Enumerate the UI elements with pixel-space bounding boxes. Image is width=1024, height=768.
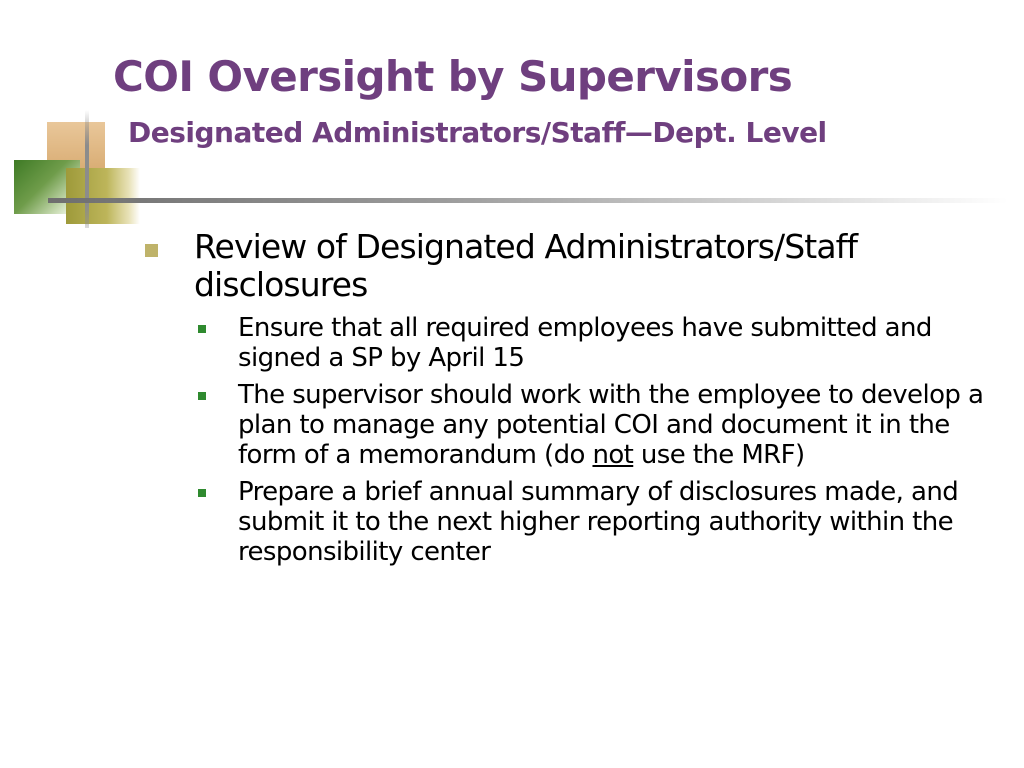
sub-bullet-text-after: use the MRF) bbox=[633, 440, 805, 470]
sub-bullet-text: Prepare a brief annual summary of disclosures made, and submit it to the next higher reporting authority within the responsibility center bbox=[238, 477, 959, 567]
sub-bullet-text: Ensure that all required employees have submitted and signed a SP by April 15 bbox=[238, 313, 932, 373]
sub-bullet-item bbox=[140, 380, 990, 470]
square-bullet-icon bbox=[198, 489, 206, 497]
sub-bullet-item bbox=[140, 313, 990, 373]
square-bullet-icon bbox=[198, 325, 206, 333]
sub-bullet-text-before: The supervisor should work with the employee to develop a plan to manage any potential COI and document it in the form of a memorandum (do bbox=[238, 380, 984, 470]
slide-title: COI Oversight by Supervisors bbox=[113, 52, 793, 101]
title-divider bbox=[48, 198, 1008, 203]
underlined-emphasis: not bbox=[592, 440, 634, 470]
main-bullet bbox=[140, 228, 990, 304]
square-bullet-icon bbox=[145, 244, 158, 257]
main-bullet-text: Review of Designated Administrators/Staff disclosures bbox=[194, 227, 858, 304]
sub-bullet-item bbox=[140, 477, 990, 567]
decorative-vertical-line bbox=[85, 110, 89, 228]
square-bullet-icon bbox=[198, 392, 206, 400]
sub-bullet-list bbox=[140, 313, 990, 567]
decorative-olive-block bbox=[66, 168, 140, 224]
slide-subtitle: Designated Administrators/Staff—Dept. Level bbox=[128, 116, 827, 149]
slide-content bbox=[140, 228, 990, 574]
